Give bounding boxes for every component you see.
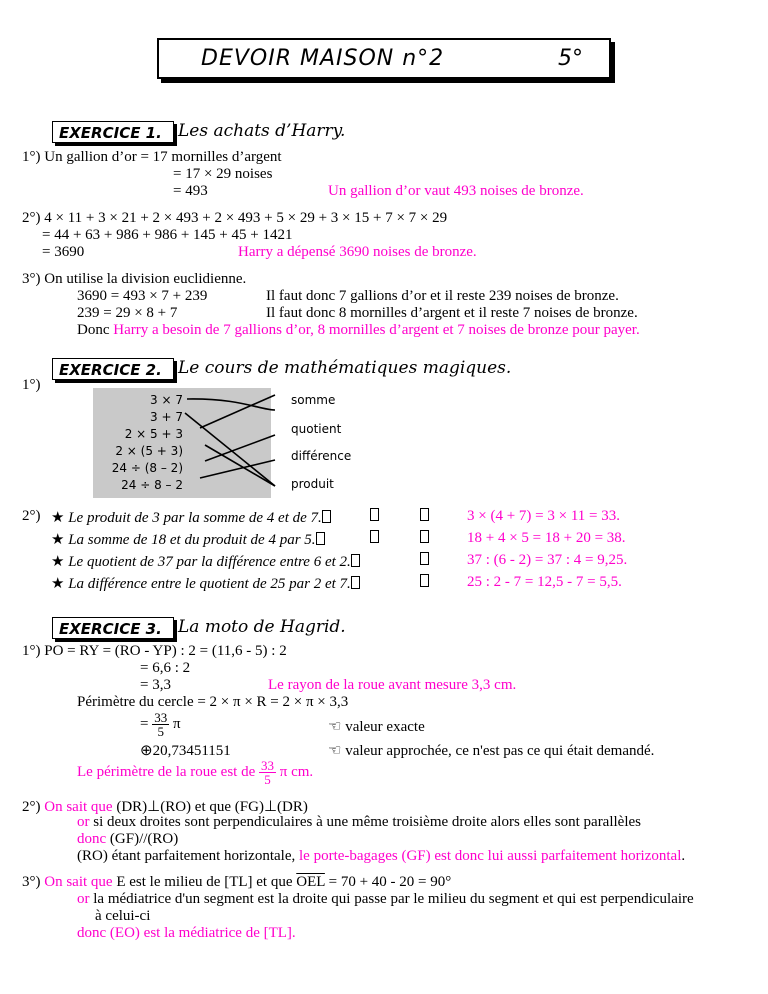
link-line-6 xyxy=(200,460,275,478)
exercise-1-label: EXERCICE 1. xyxy=(52,121,174,143)
ex1-q2-line1: 2°) 4 × 11 + 3 × 21 + 2 × 493 + 2 × 493 + 5 × 29 + 3 × 15 + 7 × 7 × 29 xyxy=(22,210,448,226)
ex2-q1-label: 1°) xyxy=(22,377,41,393)
ex3-q2-line4: (RO) étant parfaitement horizontale, le porte-bagages (GF) est donc lui aussi parfaitement horizontal. xyxy=(77,848,686,864)
ex1-q2-answer: Harry a dépensé 3690 noises de bronze. xyxy=(238,244,477,260)
word-quotient: quotient xyxy=(291,422,342,436)
star-item-3: ★ Le quotient de 37 par la différence entre 6 et 2. xyxy=(51,552,360,571)
star-item-1: ★ Le produit de 3 par la somme de 4 et de 7. xyxy=(51,508,331,527)
ex3-conclusion: Le périmètre de la roue est de $\frac{33}{5}$ π cm. xyxy=(77,758,314,787)
box-icon xyxy=(316,532,325,545)
donc-word: Donc xyxy=(77,322,110,338)
ex3-q1-line3: = 3,3 xyxy=(140,677,171,693)
angle-oel: $\overline{OEL}$ xyxy=(296,874,325,890)
star-icon: ★ xyxy=(51,510,65,526)
ex3-q2-line1: 2°) On sait que (DR)⊥(RO) et que (FG)⊥(DR) xyxy=(22,799,308,815)
ex3-q3-line4: donc (EO) est la médiatrice de [TL]. xyxy=(77,925,296,941)
expression-2: 3 + 7 xyxy=(150,410,183,424)
expression-1: 3 × 7 xyxy=(150,393,183,407)
ex3-q3-line1: 3°) On sait que E est le milieu de [TL] et que $\overline{OEL} = 70 + 40 - 20 = 90^\circ$ xyxy=(22,874,452,890)
box-icon xyxy=(322,510,331,523)
box-column-2 xyxy=(420,530,429,547)
expression-5: 24 ÷ (8 – 2) xyxy=(111,461,183,475)
approx-note: ☜ valeur approchée, ce n'est pas ce qui était demandé. xyxy=(328,743,655,759)
ex3-q1-answer: Le rayon de la roue avant mesure 3,3 cm. xyxy=(268,677,517,693)
ex1-q3-text1: Il faut donc 7 gallions d’or et il reste 239 noises de bronze. xyxy=(266,288,619,304)
star-answer-1: 3 × (4 + 7) = 3 × 11 = 33. xyxy=(467,508,620,524)
ex1-q3-answer: Harry a besoin de 7 gallions d’or, 8 mornilles d’argent et 7 noises de bronze pour payer. xyxy=(113,322,640,338)
ex3-q3-line2: or la médiatrice d'un segment est la droite qui passe par le milieu du segment et qui est perpendiculaire xyxy=(77,891,694,907)
box-column-2 xyxy=(420,508,429,525)
expression-4: 2 × (5 + 3) xyxy=(115,444,183,458)
grade-label: 5° xyxy=(558,46,583,71)
exercise-1-title: Les achats d’Harry. xyxy=(178,121,346,141)
box-column-1 xyxy=(370,508,379,525)
box-column-2 xyxy=(420,552,429,569)
exercise-2-title: Le cours de mathématiques magiques. xyxy=(178,358,512,378)
star-icon: ★ xyxy=(51,554,65,570)
ex1-q1-line2: = 17 × 29 noises xyxy=(173,166,273,182)
ex3-q1-line2: = 6,6 : 2 xyxy=(140,660,191,676)
approx-value: ⊕20,73451151 xyxy=(140,743,231,759)
ex2-q2-label: 2°) xyxy=(22,508,41,524)
ex1-q1-answer: Un gallion d’or vaut 493 noises de bronze. xyxy=(328,183,584,199)
ex3-perimeter: Périmètre du cercle = 2 × π × R = 2 × π × 3,3 xyxy=(77,694,349,710)
box-column-1 xyxy=(370,530,379,547)
ex3-q2-line3: donc (GF)//(RO) xyxy=(77,831,179,847)
box-icon xyxy=(351,554,360,567)
ex1-q2-line3: = 3690 xyxy=(42,244,85,260)
exact-note: ☜ valeur exacte xyxy=(328,719,425,735)
star-answer-3: 37 : (6 - 2) = 37 : 4 = 9,25. xyxy=(467,552,628,568)
expression-3: 2 × 5 + 3 xyxy=(124,427,183,441)
star-item-4: ★ La différence entre le quotient de 25 par 2 et 7. xyxy=(51,574,360,593)
box-icon xyxy=(351,576,360,589)
link-line-2 xyxy=(185,413,275,486)
word-somme: somme xyxy=(291,393,336,407)
link-line-4 xyxy=(205,445,275,486)
star-answer-2: 18 + 4 × 5 = 18 + 20 = 38. xyxy=(467,530,626,546)
star-icon: ★ xyxy=(51,532,65,548)
fraction: $\frac{33}{5}$ xyxy=(154,710,168,739)
word-produit: produit xyxy=(291,477,334,491)
ex1-q1-line1: 1°) Un gallion d’or = 17 mornilles d’argent xyxy=(22,149,282,165)
exercise-2-label: EXERCICE 2. xyxy=(52,358,174,380)
exercise-3-title: La moto de Hagrid. xyxy=(178,617,346,637)
ex3-q3-line3: à celui-ci xyxy=(95,908,151,924)
page-title: DEVOIR MAISON n°2 xyxy=(201,46,445,71)
ex1-q3-text2: Il faut donc 8 mornilles d’argent et il reste 7 noises de bronze. xyxy=(266,305,638,321)
ex1-q3-eq2: 239 = 29 × 8 + 7 xyxy=(77,305,178,321)
ex3-q1-line1: 1°) PO = RY = (RO - YP) : 2 = (11,6 - 5) : 2 xyxy=(22,643,287,659)
ex1-q2-line2: = 44 + 63 + 986 + 986 + 145 + 45 + 1421 xyxy=(42,227,293,243)
fraction: $\frac{33}{5}$ xyxy=(261,758,274,787)
star-icon: ★ xyxy=(51,576,65,592)
ex3-q2-line2: or si deux droites sont perpendiculaires à une même troisième droite alors elles sont parallèles xyxy=(77,814,641,830)
star-answer-4: 25 : 2 - 7 = 12,5 - 7 = 5,5. xyxy=(467,574,622,590)
box-column-2 xyxy=(420,574,429,591)
exercise-3-label: EXERCICE 3. xyxy=(52,617,174,639)
ex1-q1-line3: = 493 xyxy=(173,183,208,199)
ex1-q3-eq1: 3690 = 493 × 7 + 239 xyxy=(77,288,208,304)
ex3-exact-value: = $\frac{33}{5}$ π xyxy=(140,710,181,739)
ex1-q3-intro: 3°) On utilise la division euclidienne. xyxy=(22,271,247,287)
word-difference: différence xyxy=(291,449,352,463)
star-item-2: ★ La somme de 18 et du produit de 4 par 5. xyxy=(51,530,325,549)
expression-6: 24 ÷ 8 – 2 xyxy=(121,478,183,492)
